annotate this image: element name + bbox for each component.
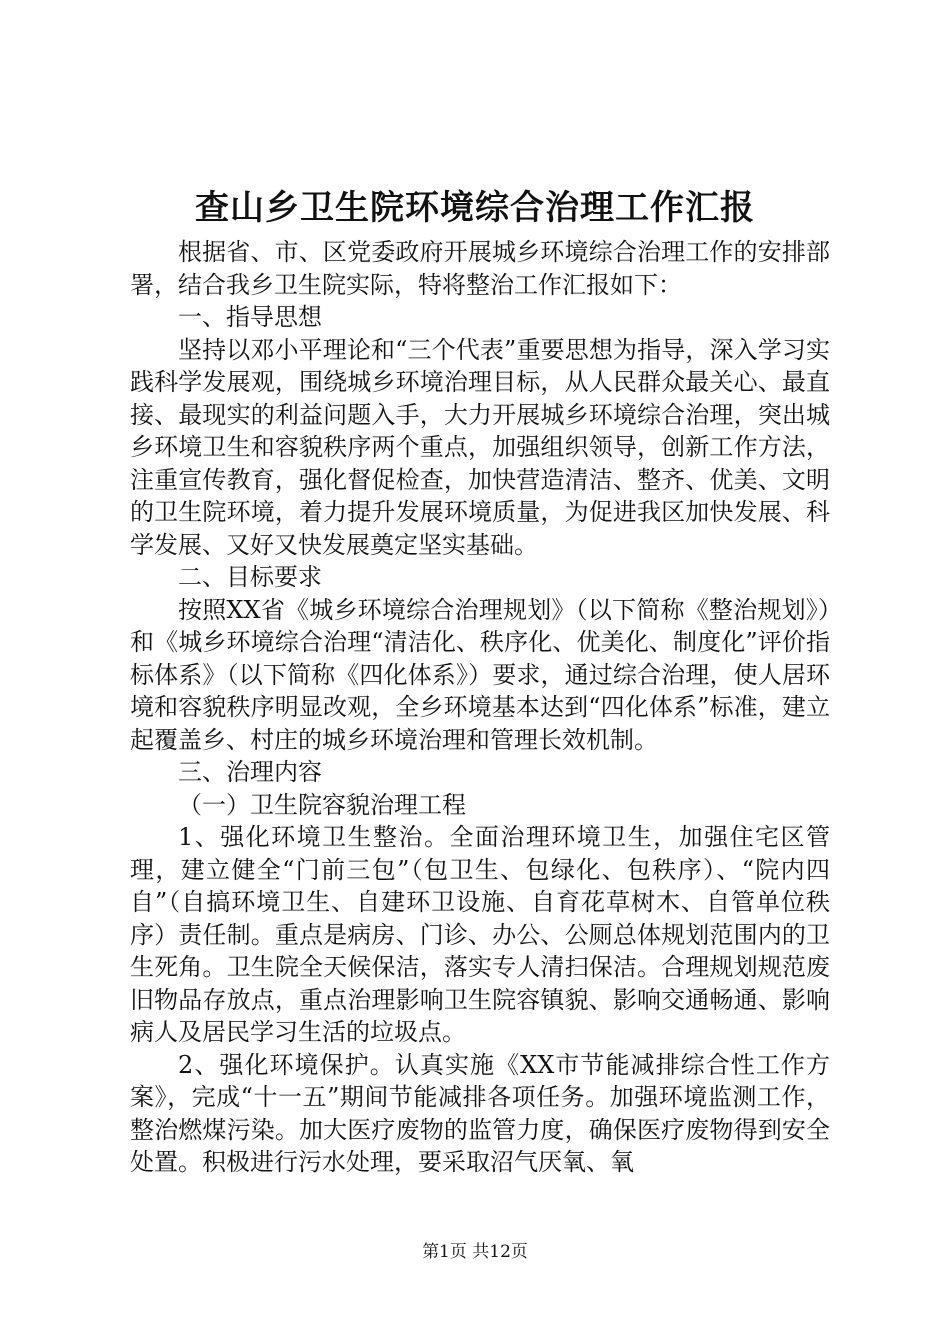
section-heading-goals: 二、目标要求 — [178, 563, 322, 591]
item-2-paragraph: 2、强化环境保护。认真实施《XX市节能减排综合性工作方案》，完成“十一五”期间节能减排各项任务。加强环境监测工作，整治燃煤污染。加大医疗废物的监管力度，确保医疗废物得到安全处置。积极进行污水处理，要采取沼气厌氧、氧 — [130, 1050, 830, 1176]
page-number-footer: 第1页 共12页 — [422, 1242, 528, 1262]
intro-paragraph: 根据省、市、区党委政府开展城乡环境综合治理工作的安排部署，结合我乡卫生院实际，特将整治工作汇报如下： — [130, 238, 830, 299]
subsection-heading-appearance: （一）卫生院容貌治理工程 — [178, 790, 466, 819]
guiding-thought-paragraph: 坚持以邓小平理论和“三个代表”重要思想为指导，深入学习实践科学发展观，围绕城乡环境治理目标，从人民群众最关心、最直接、最现实的利益问题入手，大力开展城乡环境综合治理，突出城乡环境卫生和容貌秩序两个重点，加强组织领导，创新工作方法，注重宣传教育，强化督促检查，加快营造清洁、整齐、优美、文明的卫生院环境，着力提升发展环境质量，为促进我区加快发展、科学发展、又好又快发展奠定坚实基础。 — [130, 335, 830, 559]
goals-paragraph: 按照XX省《城乡环境综合治理规划》（以下简称《整治规划》）和《城乡环境综合治理“清洁化、秩序化、优美化、制度化”评价指标体系》（以下简称《四化体系》）要求，通过综合治理，使人居环境和容貌秩序明显改观，全乡环境基本达到“四化体系”标准，建立起覆盖乡、村庄的城乡环境治理和管理长效机制。 — [130, 595, 830, 754]
item-1-paragraph: 1、强化环境卫生整治。全面治理环境卫生，加强住宅区管理，建立健全“门前三包”（包卫生、包绿化、包秩序）、“院内四自”（自搞环境卫生、自建环卫设施、自育花草树木、自管单位秩序）责任制。重点是病房、门诊、办公、公厕总体规划范围内的卫生死角。卫生院全天候保洁，落实专人清扫保洁。合理规划规范废旧物品存放点，重点治理影响卫生院容镇貌、影响交通畅通、影响病人及居民学习生活的垃圾点。 — [130, 823, 830, 1046]
document-body — [130, 236, 830, 1179]
document-title: 查山乡卫生院环境综合治理工作汇报 — [195, 188, 755, 228]
section-heading-guiding-thought: 一、指导思想 — [178, 303, 322, 331]
section-heading-content: 三、治理内容 — [178, 758, 322, 786]
